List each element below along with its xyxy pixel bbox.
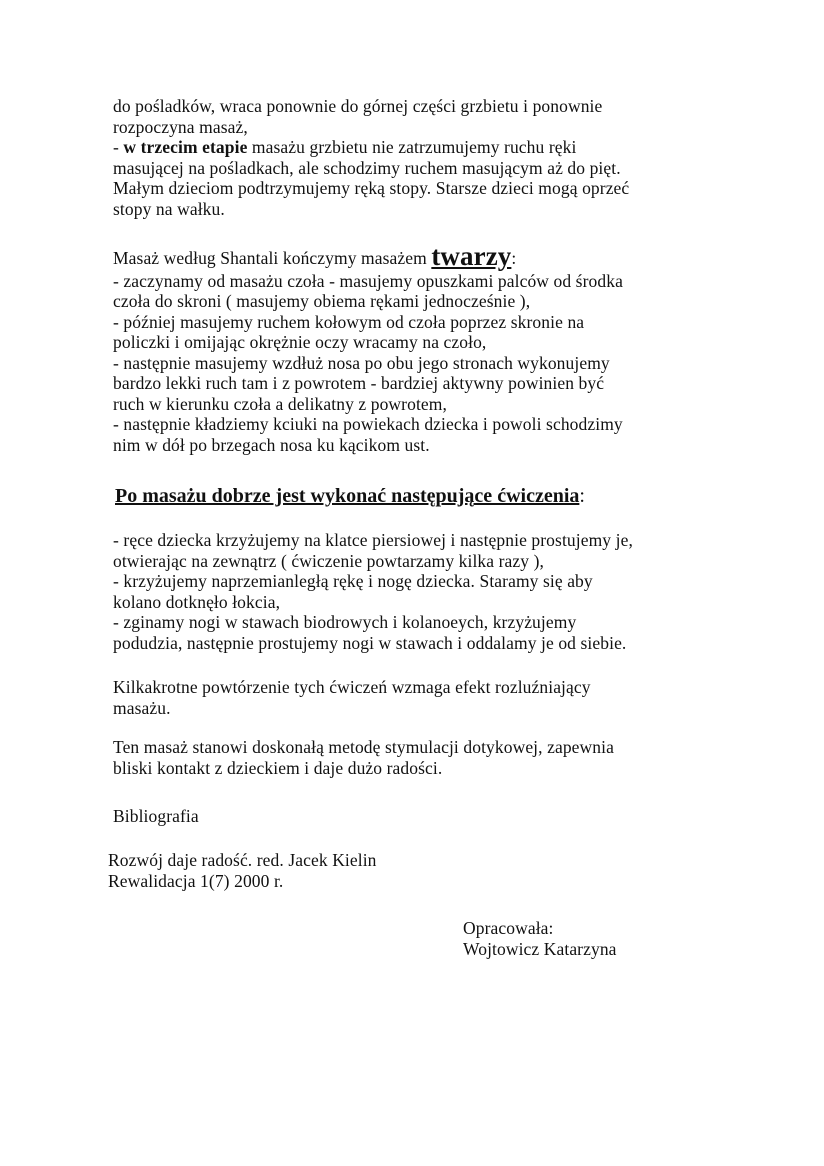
text-line: rozpoczyna masaż, [113,116,248,137]
exercises-heading-text: Po masażu dobrze jest wykonać następujące ćwiczenia [115,485,580,507]
bibliography-entry: Rewalidacja 1(7) 2000 r. [108,870,284,891]
text-line: Małym dzieciom podtrzymujemy ręką stopy. Starsze dzieci mogą oprzeć [113,178,630,198]
text-line: - następnie kładziemy kciuki na powiekach dziecka i powoli schodzimy [113,414,623,434]
text-line: bardzo lekki ruch tam i z powrotem - bardziej aktywny powinien być [113,373,605,393]
bibliography-heading: Bibliografia [113,806,199,826]
exercises-list [113,530,633,653]
text-line: bliski kontakt z dzieckiem i daje dużo radości. [113,757,443,778]
text-line: - zaczynamy od masażu czoła - masujemy opuszkami palców od środka [113,270,623,291]
text-line: Kilkakrotne powtórzenie tych ćwiczeń wzmaga efekt rozluźniający [113,677,591,697]
bibliography-list [108,850,377,891]
text-line: - zginamy nogi w stawach biodrowych i kolanoeych, krzyżujemy [113,612,577,632]
text-line: - ręce dziecka krzyżujemy na klatce piersiowej i następnie prostujemy je, [113,530,633,550]
face-emphasis: twarzy [431,241,512,271]
effect-paragraph [113,677,591,718]
text-line: masującej na pośladkach, ale schodzimy ruchem masującym aż do pięt. [113,157,621,178]
text-line: - krzyżujemy naprzemianległą rękę i nogę dziecka. Staramy się aby [113,571,593,591]
text-line: Ten masaż stanowi doskonałą metodę stymulacji dotykowej, zapewnia [113,737,614,757]
text-line: masażu. [113,697,171,718]
third-stage-emphasis: w trzecim etapie [123,137,248,157]
text-line: - później masujemy ruchem kołowym od czoła poprzez skronie na [113,311,585,332]
text-line: czoła do skroni ( masujemy obiema rękami jednocześnie ), [113,291,531,311]
face-intro-text: Masaż według Shantali kończymy masażem [113,248,432,268]
text-line: stopy na wałku. [113,198,225,219]
text-line: - następnie masujemy wzdłuż nosa po obu jego stronach wykonujemy [113,352,610,373]
text-line-third-stage [113,137,629,158]
author-label: Opracowała: [463,918,554,938]
text-line: do pośladków, wraca ponownie do górnej części grzbietu i ponownie [113,96,603,116]
face-intro-colon: : [511,248,517,268]
exercises-heading-colon: : [579,485,585,507]
bibliography-entry: Rozwój daje radość. red. Jacek Kielin [108,850,377,870]
face-massage-section [113,241,623,455]
back-massage-paragraph [113,96,629,219]
dash: - [113,137,124,157]
text-line: ruch w kierunku czoła a delikatny z powrotem, [113,393,447,414]
face-intro-line [113,241,623,271]
exercises-heading [115,484,585,508]
bibliography-title [113,806,199,827]
text-line: kolano dotknęło łokcia, [113,591,281,612]
text-line: otwierając na zewnątrz ( ćwiczenie powtarzamy kilka razy ), [113,550,545,571]
text-line: policzki i omijając okrężnie oczy wracamy na czoło, [113,332,487,352]
third-stage-rest: masażu grzbietu nie zatrzumujemy ruchu ręki [247,137,577,157]
text-line: podudzia, następnie prostujemy nogi w stawach i oddalamy je od siebie. [113,632,627,653]
author-name: Wojtowicz Katarzyna [463,938,617,959]
conclusion-paragraph [113,737,614,778]
text-line: nim w dół po brzegach nosa ku kącikom ust. [113,434,430,455]
author-block [463,918,617,959]
